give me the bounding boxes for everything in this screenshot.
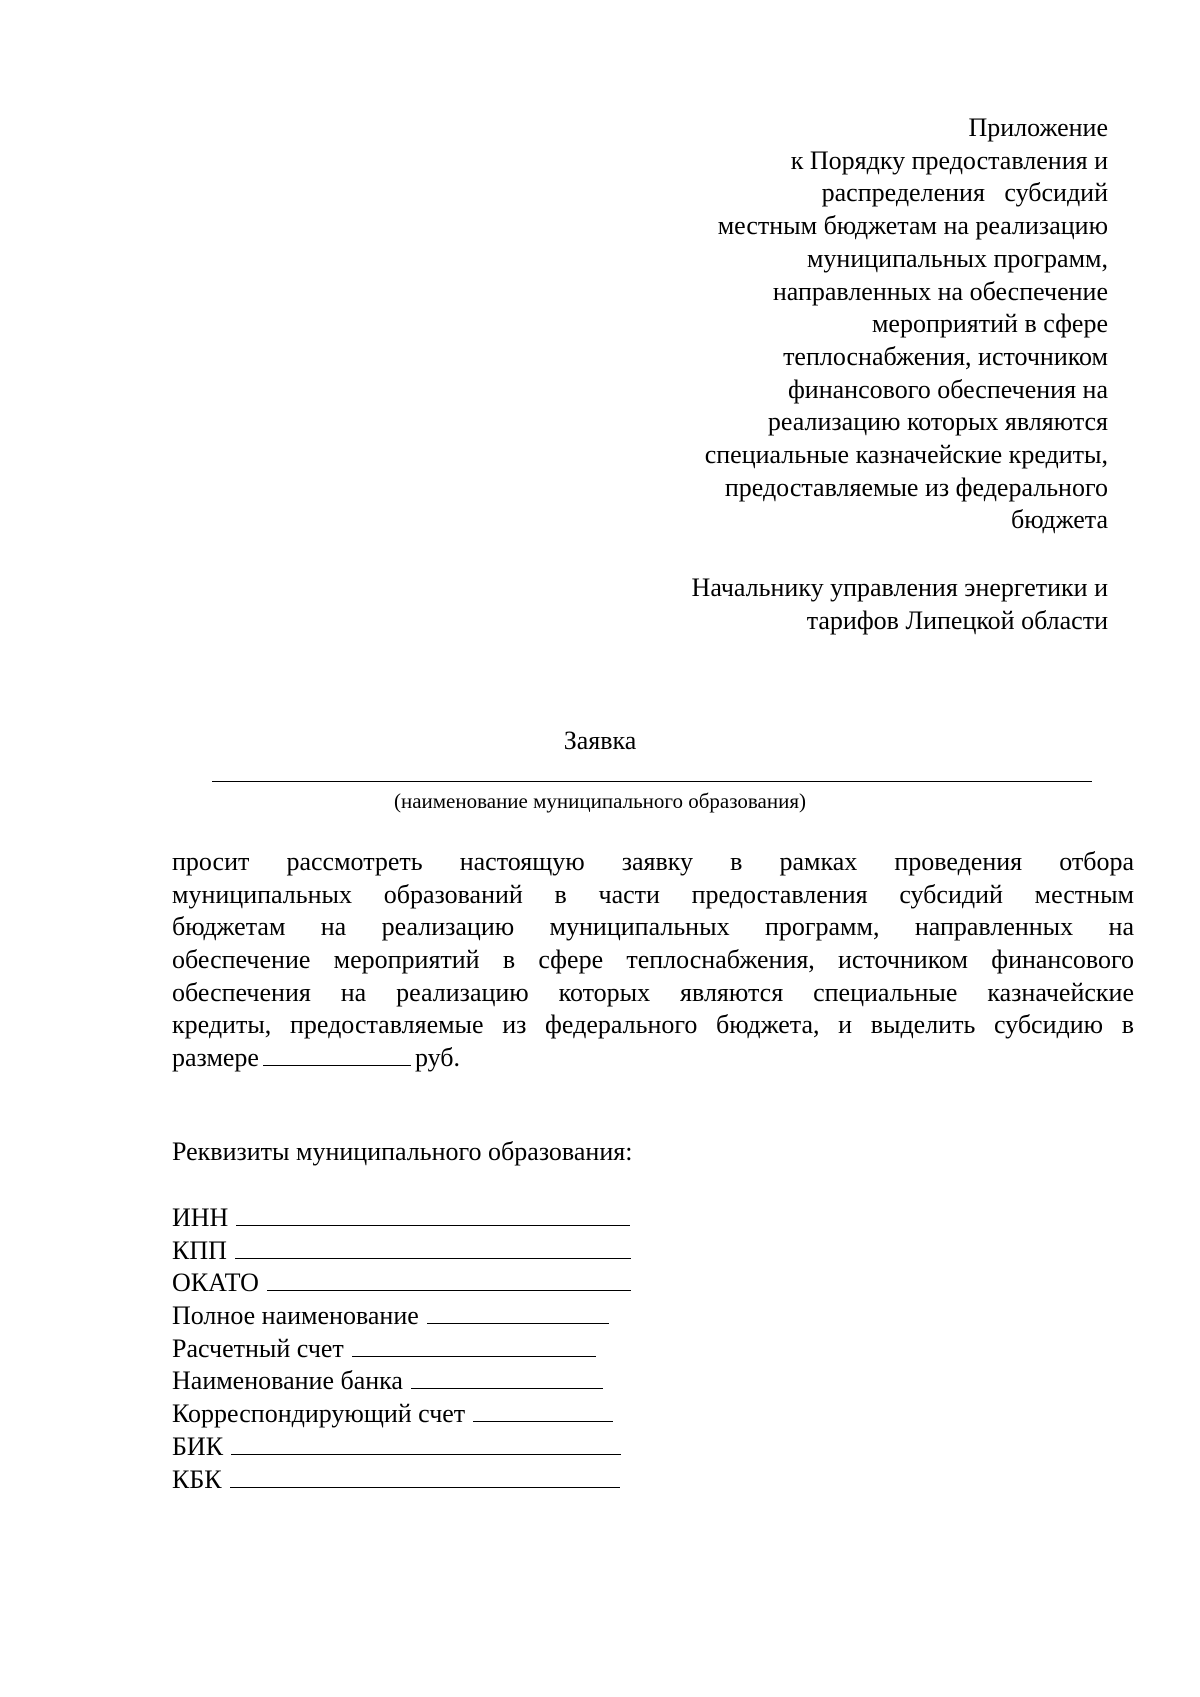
- municipality-name-caption: (наименование муниципального образования): [393, 789, 807, 813]
- field-account: [172, 1333, 692, 1366]
- appendix-header: [548, 112, 1108, 537]
- field-blank: [473, 1399, 613, 1422]
- document-title: Заявка: [563, 726, 637, 755]
- field-label: Расчетный счет: [172, 1333, 344, 1363]
- appendix-line: распределения субсидий: [821, 178, 1108, 208]
- field-bik: [172, 1431, 692, 1464]
- appendix-line: к Порядку предоставления и: [790, 145, 1108, 175]
- appendix-line: мероприятий в сфере: [871, 309, 1108, 339]
- field-label: ИНН: [172, 1203, 229, 1232]
- field-blank: [352, 1334, 596, 1357]
- field-inn: [172, 1202, 692, 1235]
- field-kbk: [172, 1464, 692, 1497]
- appendix-line: специальные казначейские кредиты,: [704, 440, 1108, 470]
- field-label: Корреспондирующий счет: [172, 1399, 466, 1429]
- appendix-line: теплоснабжения, источником: [783, 341, 1108, 371]
- field-bank-name: [172, 1365, 692, 1398]
- paragraph-line: просит рассмотреть настоящую заявку в рамках проведения отбора: [172, 847, 1134, 876]
- field-blank: [230, 1465, 620, 1488]
- appendix-line: Приложение: [968, 113, 1108, 142]
- paragraph-line: бюджетам на реализацию муниципальных программ, направленных на: [172, 912, 1134, 942]
- addressee-line: Начальнику управления энергетики и: [691, 573, 1108, 602]
- addressee-block: [548, 572, 1108, 637]
- requisites-heading: Реквизиты муниципального образования:: [172, 1137, 633, 1166]
- paragraph-last-line: [172, 1042, 1134, 1075]
- paragraph-line: обеспечение мероприятий в сфере теплоснабжения, источником финансового: [172, 945, 1134, 975]
- field-label: ОКАТО: [172, 1268, 259, 1298]
- addressee-line: тарифов Липецкой области: [806, 605, 1108, 635]
- field-label: КПП: [172, 1235, 227, 1265]
- field-label: БИК: [172, 1431, 224, 1461]
- field-label: Наименование банка: [172, 1366, 403, 1396]
- appendix-line: реализацию которых являются: [767, 407, 1108, 437]
- field-full-name: [172, 1300, 692, 1333]
- request-paragraph: [172, 846, 1134, 1075]
- appendix-line: бюджета: [1011, 505, 1108, 535]
- field-blank: [411, 1366, 603, 1389]
- paragraph-line: кредиты, предоставляемые из федерального бюджета, и выделить субсидию в: [172, 1010, 1134, 1040]
- field-label: Полное наименование: [172, 1301, 419, 1331]
- field-kpp: [172, 1235, 692, 1268]
- municipality-name-blank: [212, 781, 1092, 782]
- field-blank: [236, 1203, 630, 1226]
- field-blank: [427, 1301, 609, 1324]
- appendix-line: предоставляемые из федерального: [724, 472, 1108, 502]
- subsidy-amount-blank: [263, 1045, 411, 1066]
- field-blank: [267, 1268, 631, 1291]
- field-blank: [235, 1236, 631, 1259]
- paragraph-line: обеспечения на реализацию которых являются специальные казначейские: [172, 977, 1134, 1007]
- appendix-line: направленных на обеспечение: [772, 276, 1108, 306]
- requisites-fields: [172, 1202, 692, 1496]
- appendix-line: муниципальных программ,: [806, 243, 1108, 273]
- amount-suffix: руб.: [414, 1043, 461, 1073]
- appendix-line: финансового обеспечения на: [787, 374, 1108, 404]
- field-blank: [231, 1432, 621, 1455]
- field-corr-account: [172, 1398, 692, 1431]
- field-label: КБК: [172, 1464, 222, 1494]
- paragraph-line: муниципальных образований в части предоставления субсидий местным: [172, 879, 1134, 909]
- field-okato: [172, 1267, 692, 1300]
- amount-prefix: размере: [172, 1043, 259, 1073]
- appendix-line: местным бюджетам на реализацию: [717, 211, 1108, 241]
